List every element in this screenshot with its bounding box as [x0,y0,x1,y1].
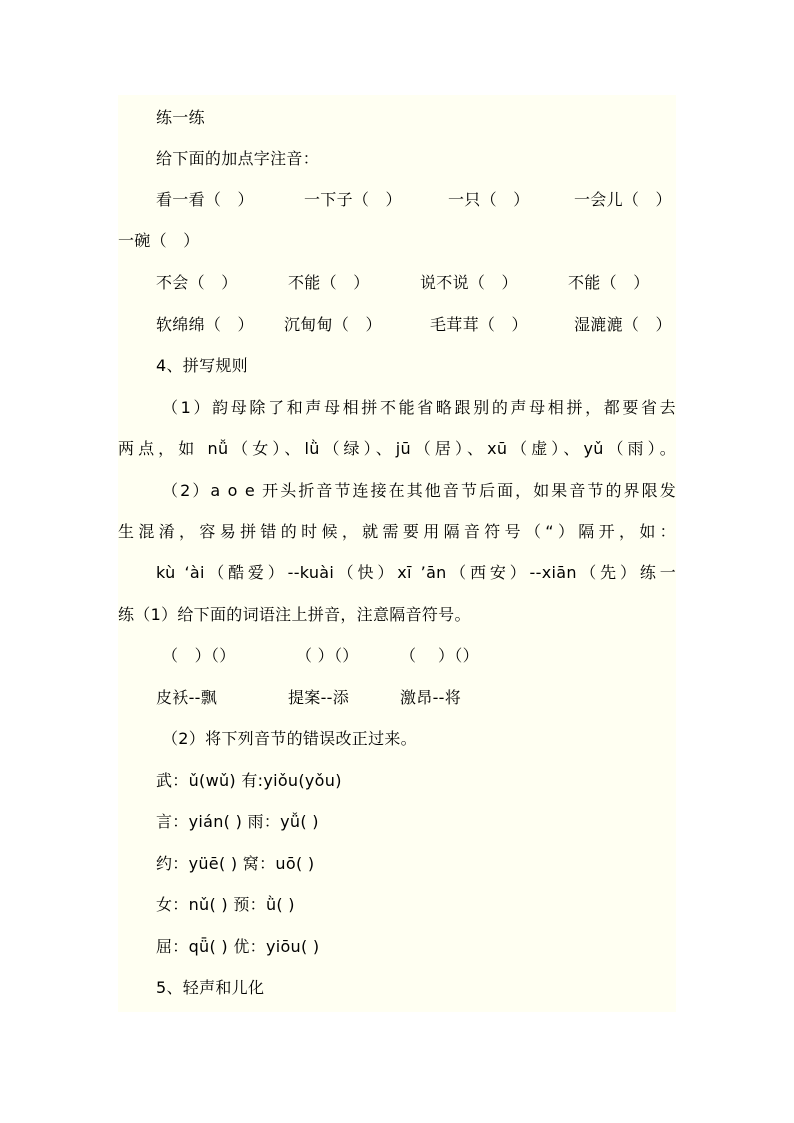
paragraph-line: kù ‘ài（酷爱）--kuài（快）xī ’ān（西安）--xiān（先）练一 [156,563,676,582]
word-item: 提案--添 [288,688,350,707]
exercise-row-3 [118,310,676,340]
correction-item: 屈：qǖ( ) 优：yiōu( ) [156,937,320,956]
section-heading-neutral-tone: 5、轻声和儿化 [156,978,265,997]
exercise-item: 一下子（ ） [304,190,402,209]
exercise-row-1-wrap [118,226,676,256]
exercise-row-2 [118,268,676,298]
instruction-line: 给下面的加点字注音： [156,149,320,168]
paragraph-line: 两点，如 nǚ（女）、lǜ（绿）、jū（居）、xū（虚）、yǔ（雨）。 [118,439,676,458]
paragraph-line: 生混淆，容易拼错的时候，就需要用隔音符号（“）隔开，如： [118,522,676,541]
heading-practice: 练一练 [156,108,205,127]
correction-item: 约：yüē( ) 窝：uō( ) [156,854,315,873]
exercise-item: 软绵绵（ ） [156,315,254,334]
correction-item: 武：ǔ(wǔ) 有:yiǒu(yǒu) [156,771,342,790]
exercise-item: 沉甸甸（ ） [284,315,382,334]
exercise-item: 湿漉漉（ ） [574,315,672,334]
words-row [118,683,676,713]
word-item: 皮袄--飘 [156,688,218,707]
blank-group: （ ）（） [162,646,236,665]
exercise-item: 不会（ ） [156,273,238,292]
blank-row [118,641,676,671]
exercise-item: 毛茸茸（ ） [430,315,528,334]
instruction-line: （2）将下列音节的错误改正过来。 [162,729,417,748]
exercise-item: 看一看（ ） [156,190,254,209]
correction-item: 言：yián( ) 雨：yǚ( ) [156,812,319,831]
blank-group: （ ）（） [400,646,479,665]
exercise-item: 说不说（ ） [420,273,518,292]
section-heading-spelling-rules: 4、拼写规则 [156,356,248,375]
paragraph-line: （1）韵母除了和声母相拼不能省略跟别的声母相拼，都要省去 [162,398,676,417]
exercise-item: 不能（ ） [288,273,370,292]
correction-item: 女：nǔ( ) 预：ǜ( ) [156,895,295,914]
exercise-item: 一碗（ ） [118,231,200,250]
word-item: 激昂--将 [400,688,462,707]
document-page [118,95,676,1012]
exercise-row-1 [118,185,676,215]
exercise-item: 一会儿（ ） [574,190,672,209]
paragraph-line: （2）a o e 开头折音节连接在其他音节后面，如果音节的界限发 [162,481,676,500]
exercise-item: 不能（ ） [568,273,650,292]
paragraph-line: 练（1）给下面的词语注上拼音，注意隔音符号。 [118,605,471,624]
exercise-item: 一只（ ） [448,190,530,209]
blank-group: （ ）（） [296,646,359,665]
